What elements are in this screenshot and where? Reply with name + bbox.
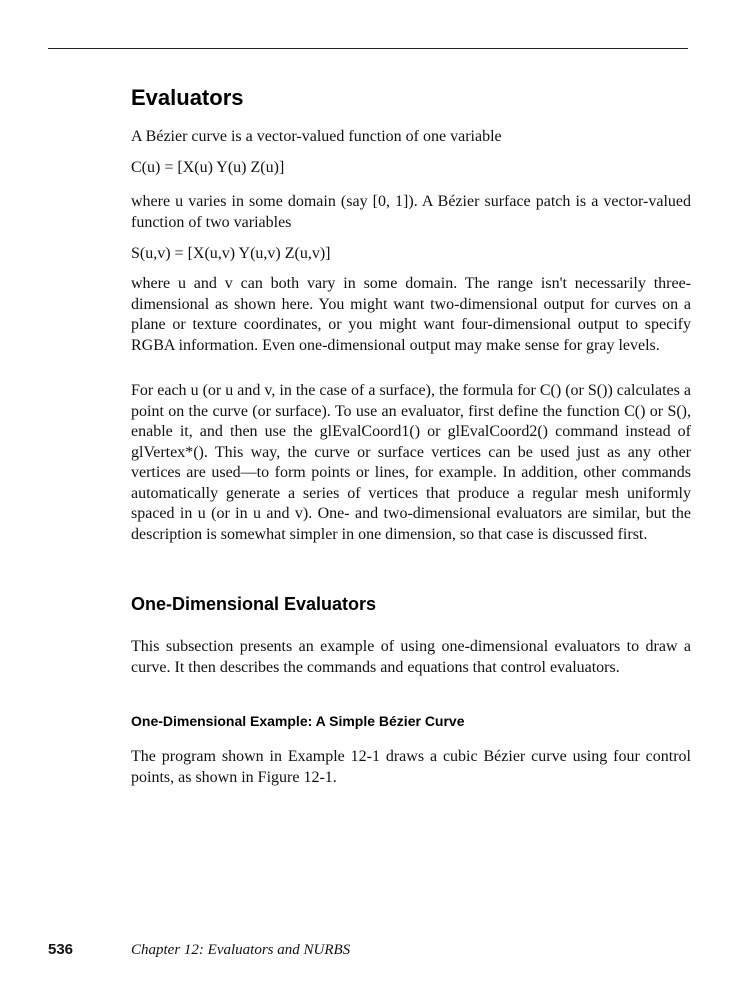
- paragraph-3: where u and v can both vary in some domain. The range isn't necessarily three-dimensional as shown here. You might want two-dimensional output for curves on a plane or texture coordinates, or you might want four-dimensional output to specify RGBA information. Even one-dimensional output may make sense for gray levels.: [131, 275, 691, 354]
- subsection-heading: One-Dimensional Evaluators: [131, 594, 377, 614]
- subsubsection-heading: One-Dimensional Example: A Simple Bézier Curve: [131, 713, 465, 729]
- running-footer: Chapter 12: Evaluators and NURBS: [131, 942, 351, 958]
- paragraph-5: This subsection presents an example of using one-dimensional evaluators to draw a curve. It then describes the commands and equations that control evaluators.: [131, 638, 691, 676]
- equation-1: C(u) = [X(u) Y(u) Z(u)]: [131, 159, 285, 176]
- page-number: 536: [48, 941, 74, 958]
- paragraph-2: where u varies in some domain (say [0, 1]). A Bézier surface patch is a vector-valued function of two variables: [131, 193, 691, 231]
- paragraph-6: The program shown in Example 12-1 draws a cubic Bézier curve using four control points, as shown in Figure 12-1.: [131, 748, 691, 786]
- paragraph-4: For each u (or u and v, in the case of a surface), the formula for C() (or S()) calculates a point on the curve (or surface). To use an evaluator, first define the function C() or S(), enable it, and then use the glEvalCoord1() or glEvalCoord2() command instead of glVertex*(). This way, the curve or surface vertices can be used just as any other vertices are used—to form points or lines, for example. In addition, other commands automatically generate a series of vertices that produce a regular mesh uniformly spaced in u (or in u and v). One- and two-dimensional evaluators are similar, but the description is somewhat simpler in one dimension, so that case is discussed first.: [131, 382, 691, 543]
- paragraph-1: A Bézier curve is a vector-valued function of one variable: [131, 128, 502, 145]
- equation-2: S(u,v) = [X(u,v) Y(u,v) Z(u,v)]: [131, 245, 331, 262]
- section-heading: Evaluators: [131, 85, 244, 110]
- top-rule: [48, 48, 688, 49]
